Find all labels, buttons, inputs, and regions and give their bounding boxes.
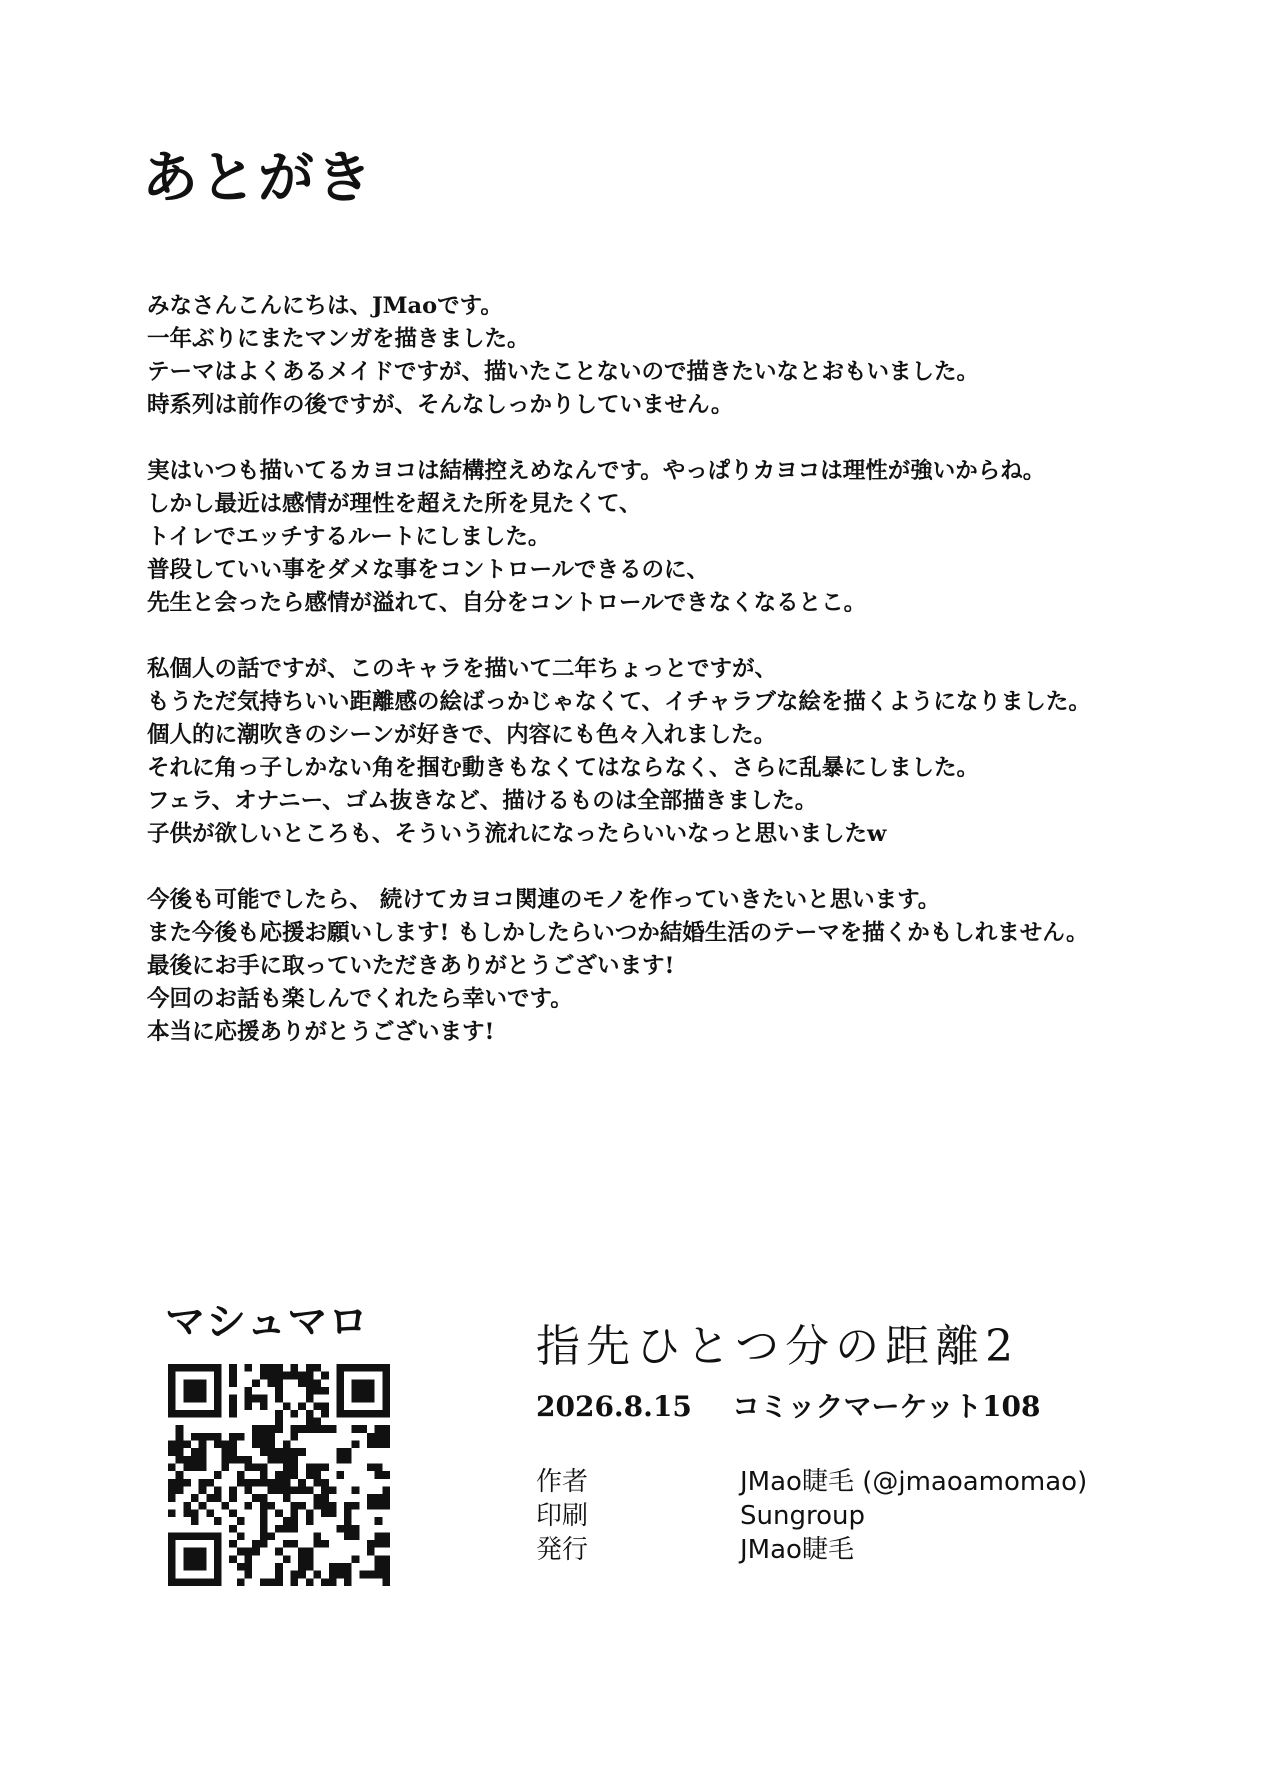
text-line: テーマはよくあるメイドですが、描いたことないので描きたいなとおもいました。 (147, 359, 980, 385)
text-line: 私個人の話ですが、このキャラを描いて二年ちょっとですが、 (147, 656, 778, 682)
credit-label: 作者 (536, 1467, 589, 1497)
event-line (536, 1390, 1236, 1423)
credits-list (536, 1465, 1236, 1567)
text-line: 普段していい事をダメな事をコントロールできるのに、 (147, 557, 710, 583)
credit-value: Sungroup (740, 1501, 865, 1531)
marshmallow-qr-block (165, 1299, 394, 1586)
text-line: もうただ気持ちいい距離感の絵ばっかじゃなくて、イチャラブな絵を描くようになりました。 (147, 689, 1091, 715)
colophon (536, 1321, 1236, 1567)
credit-row-printer (536, 1499, 1236, 1533)
text-line: 個人的に潮吹きのシーンが好きで、内容にも色々入れました。 (147, 722, 777, 748)
text-line: しかし最近は感情が理性を超えた所を見たくて、 (147, 491, 642, 517)
event-date: 2026.8.15 (536, 1390, 692, 1423)
event-name: コミックマーケット108 (732, 1390, 1041, 1423)
credit-row-publisher (536, 1533, 1236, 1567)
afterword-body (147, 290, 1207, 1082)
page-title: あとがき (142, 145, 374, 211)
credit-value: JMao睫毛 (740, 1535, 854, 1565)
text-line: それに角っ子しかない角を掴む動きもなくてはならなく、さらに乱暴にしました。 (147, 755, 980, 781)
text-line: 最後にお手に取っていただきありがとうございます! (147, 953, 675, 979)
text-line: 先生と会ったら感情が溢れて、自分をコントロールできなくなるとこ。 (147, 590, 867, 616)
paragraph (147, 653, 1207, 851)
paragraph (147, 884, 1207, 1049)
text-line: 実はいつも描いてるカヨコは結構控えめなんです。やっぱりカヨコは理性が強いからね。 (147, 458, 1046, 484)
book-title: 指先ひとつ分の距離2 (536, 1321, 1020, 1372)
text-line: みなさんこんにちは、JMaoです。 (147, 293, 503, 319)
text-line: 時系列は前作の後ですが、そんなしっかりしていません。 (147, 392, 734, 418)
credit-row-author (536, 1465, 1236, 1499)
text-line: 一年ぶりにまたマンガを描きました。 (147, 326, 530, 352)
credit-label: 印刷 (536, 1501, 589, 1531)
paragraph (147, 455, 1207, 620)
text-line: 本当に応援ありがとうございます! (147, 1019, 495, 1045)
credit-value: JMao睫毛 (@jmaoamomao) (740, 1467, 1088, 1497)
qr-code-icon[interactable] (168, 1364, 390, 1586)
paragraph (147, 290, 1207, 422)
text-line: また今後も応援お願いします! もしかしたらいつか結婚生活のテーマを描くかもしれません。 (147, 920, 1089, 946)
text-line: トイレでエッチするルートにしました。 (147, 524, 551, 550)
text-line: 子供が欲しいところも、そういう流れになったらいいなっと思いましたw (147, 821, 887, 847)
credit-label: 発行 (536, 1535, 589, 1565)
text-line: フェラ、オナニー、ゴム抜きなど、描けるものは全部描きました。 (147, 788, 818, 814)
qr-label: マシュマロ (165, 1299, 370, 1345)
text-line: 今後も可能でしたら、 続けてカヨコ関連のモノを作っていきたいと思います。 (147, 887, 941, 913)
text-line: 今回のお話も楽しんでくれたら幸いです。 (147, 986, 573, 1012)
